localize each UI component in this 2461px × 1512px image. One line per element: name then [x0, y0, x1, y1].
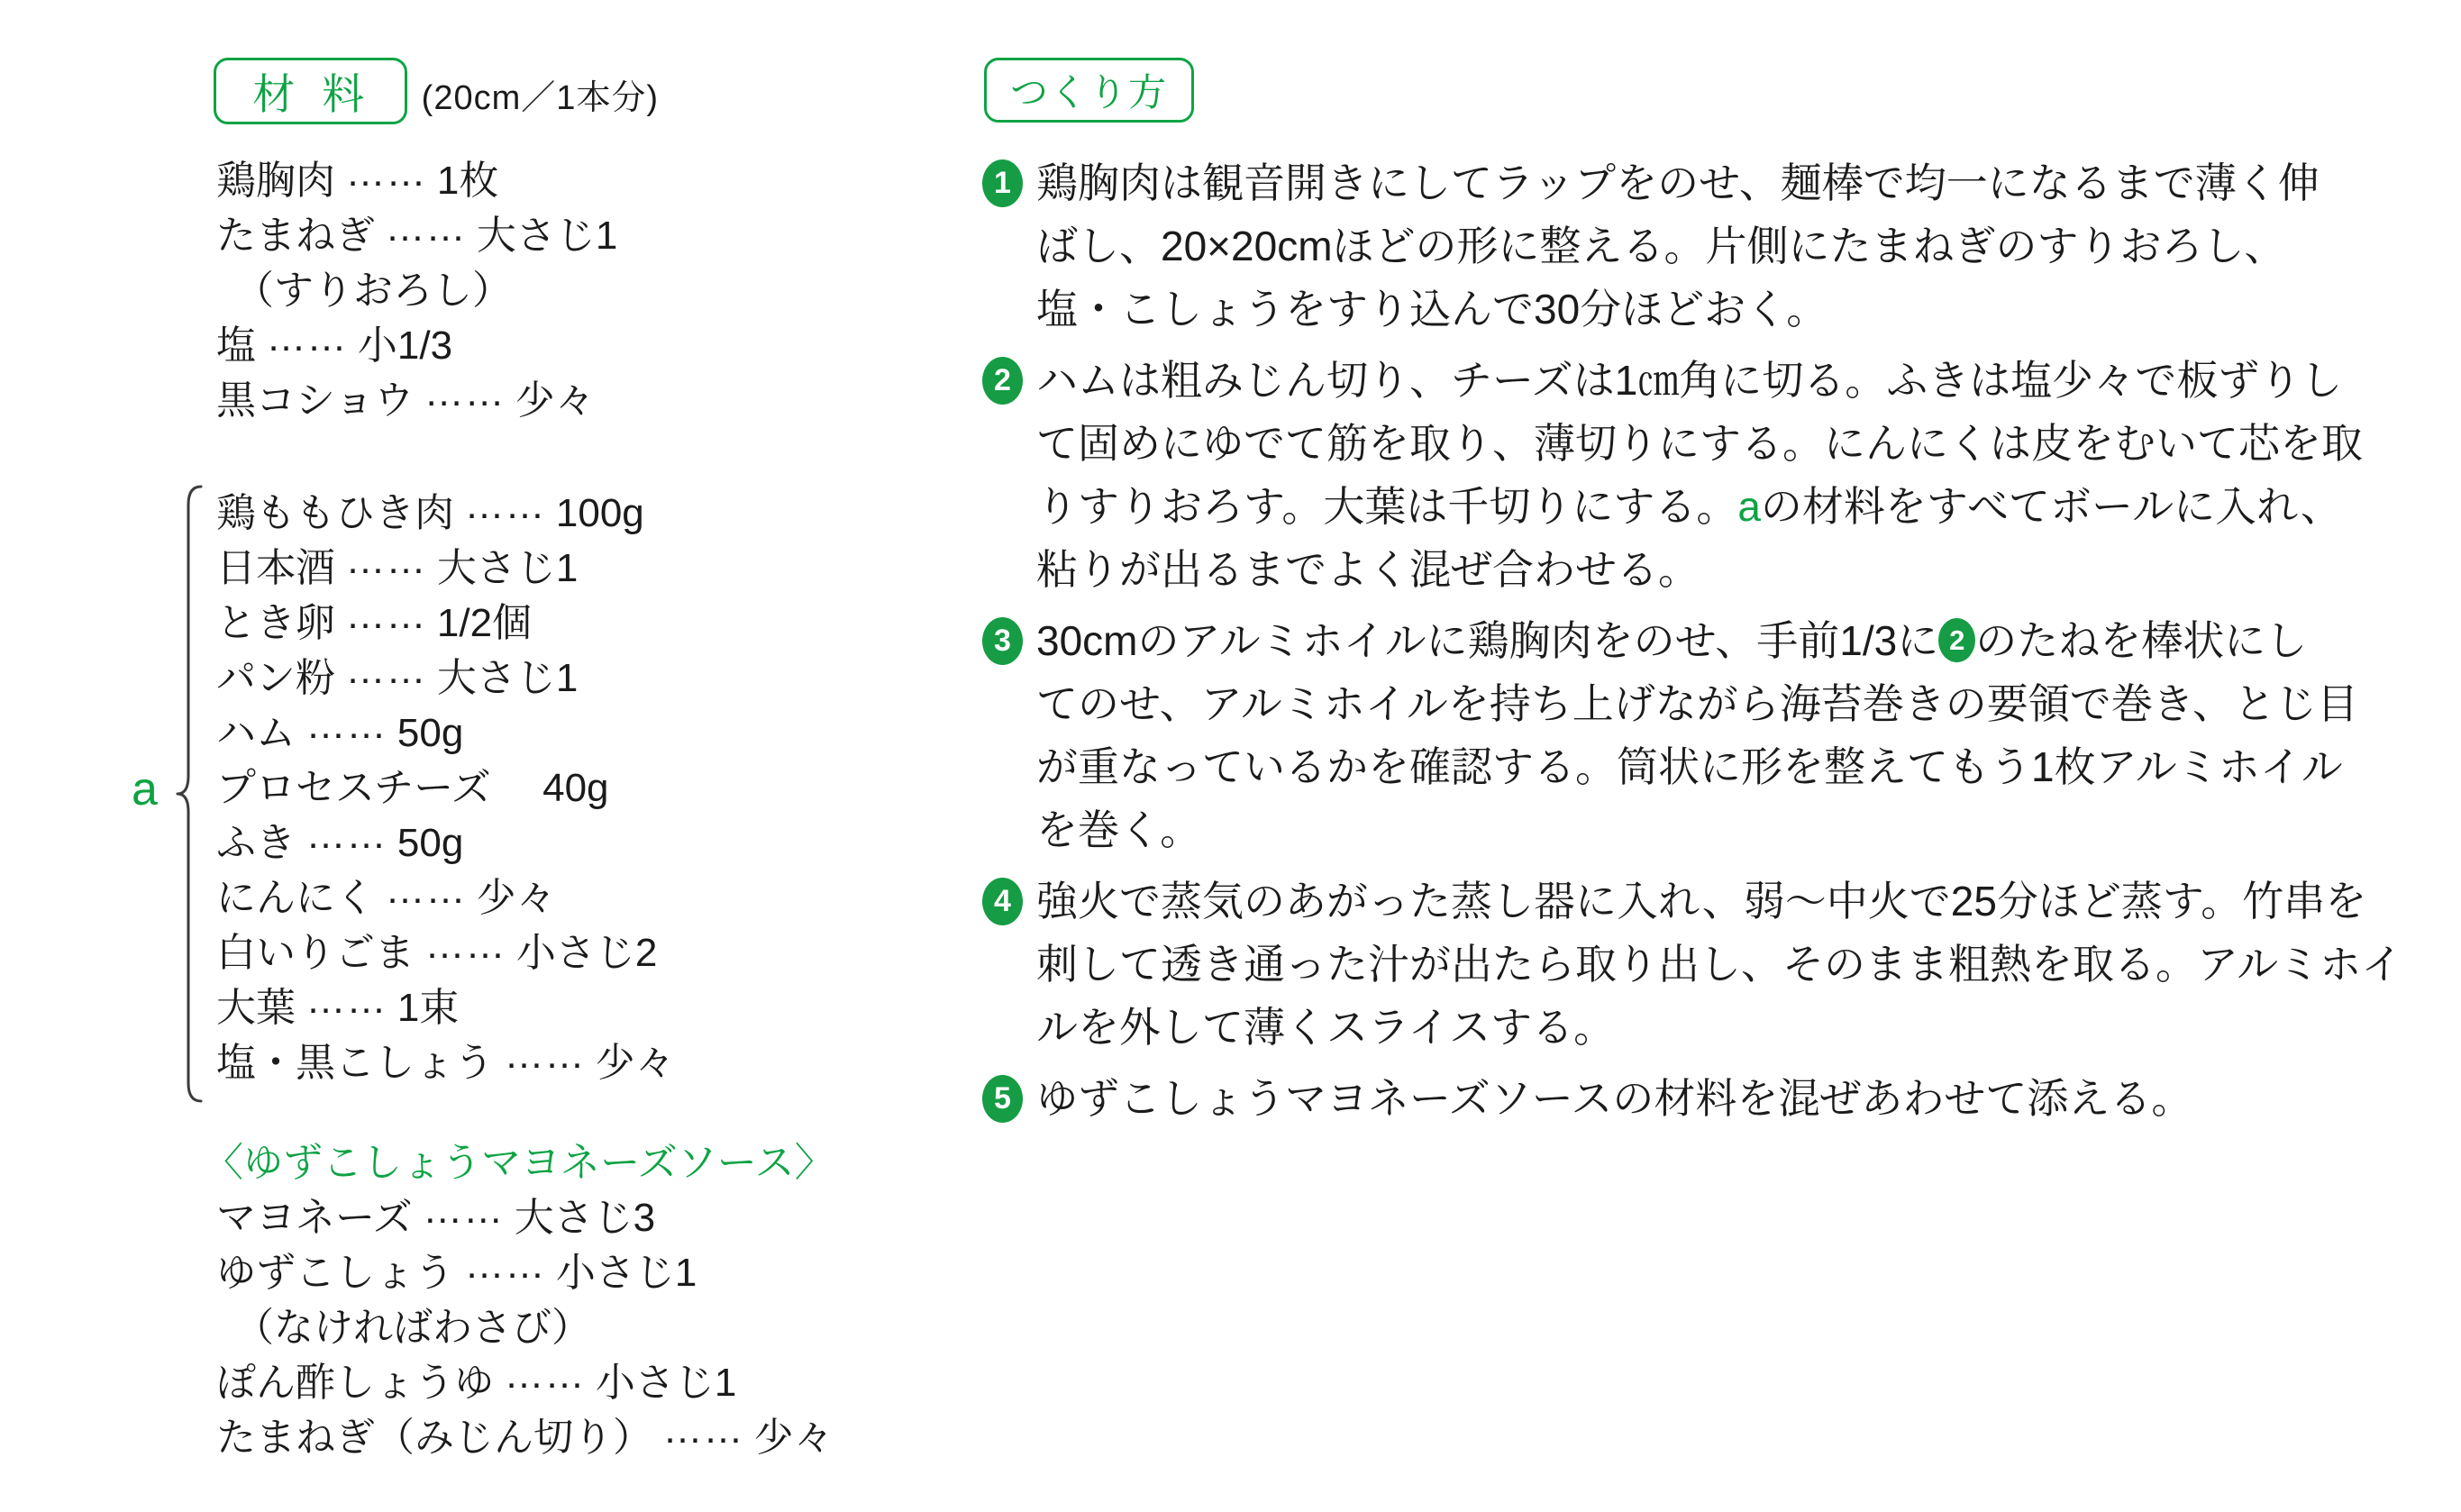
- ingredient-line: [216, 815, 675, 870]
- step-text: 塩・こしょうをすり込んで30分ほどおく。: [1036, 286, 1828, 332]
- step-number-badge: 3: [982, 617, 1023, 665]
- leader-dots: ……: [423, 1188, 505, 1233]
- ingredient-amount: 小さじ1: [595, 1361, 737, 1405]
- leader-dots: ……: [345, 150, 427, 196]
- ingredient-line: [216, 483, 675, 541]
- ingredient-amount: 小さじ2: [515, 931, 658, 975]
- ingredient-continuation: （なければわさび）: [234, 1306, 591, 1350]
- ingredient-amount: 大さじ1: [436, 546, 579, 590]
- ingredient-line: [216, 1355, 834, 1410]
- leader-dots: ……: [345, 593, 427, 638]
- step-text-line: [1036, 349, 2424, 412]
- step-text: のたねを棒状にし: [1975, 617, 2308, 664]
- step-text: 強火で蒸気のあがった蒸し器に入れ、弱〜中火で25分ほど蒸す。竹串を: [1036, 878, 2367, 925]
- ingredient-line: [216, 205, 618, 263]
- leader-dots: ……: [266, 315, 348, 360]
- ingredient-name: たまねぎ: [216, 214, 375, 258]
- step-text-line: [1036, 151, 2424, 214]
- ingredient-name: マヨネーズ: [216, 1196, 413, 1240]
- ingredient-name: 塩・黒こしょう: [216, 1041, 494, 1085]
- ingredient-amount: 50g: [396, 711, 464, 755]
- ingredients-header: [214, 58, 659, 124]
- step-text: 鶏胸肉は観音開きにしてラップをのせ、麺棒で均一になるまで薄く伸: [1036, 159, 2320, 206]
- leader-dots: ……: [504, 1033, 586, 1078]
- ingredient-amount: 小さじ1: [555, 1251, 697, 1295]
- leader-dots: ……: [464, 1243, 546, 1288]
- leader-dots: ……: [464, 483, 546, 528]
- ingredient-list-sauce: [216, 1190, 834, 1465]
- step-text: りすりおろす。大葉は千切りにする。: [1036, 483, 1738, 530]
- step-text: ルを外して薄くスライスする。: [1036, 1004, 1616, 1051]
- leader-dots: ……: [385, 868, 467, 913]
- ingredient-name: にんにく: [216, 876, 375, 920]
- leader-dots: ……: [385, 205, 467, 250]
- ingredient-name: 大葉: [216, 986, 296, 1030]
- step-ref-badge: 2: [1938, 618, 1975, 662]
- ingredient-line: [216, 593, 675, 651]
- directions-heading-box: [984, 58, 1194, 123]
- ingredients-heading-label: 材 料: [252, 69, 372, 118]
- directions-heading-label: つくり方: [1010, 71, 1168, 114]
- leader-dots: ……: [424, 923, 506, 968]
- ingredient-name: 塩: [216, 323, 256, 368]
- leader-dots: ……: [424, 370, 506, 415]
- step-text: 刺して透き通った汁が出たら取り出し、そのまま粗熱を取る。アルミホイ: [1036, 941, 2403, 988]
- ingredient-name: たまねぎ（みじん切り）: [216, 1416, 652, 1460]
- sauce-section: [204, 1135, 834, 1465]
- ingredient-amount: 大さじ3: [514, 1196, 656, 1240]
- ingredient-line: [216, 980, 675, 1035]
- ingredient-line: [216, 1190, 834, 1245]
- leader-dots: ……: [305, 813, 387, 858]
- ingredient-line: [216, 315, 617, 373]
- step-text: てのせ、アルミホイルを持ち上げながら海苔巻きの要領で巻き、とじ目: [1036, 680, 2358, 727]
- leader-dots: ……: [305, 978, 387, 1023]
- ingredient-line: [216, 1407, 834, 1465]
- directions-header: [984, 58, 1194, 123]
- ingredient-amount: 100g: [555, 491, 644, 535]
- ingredient-amount: 50g: [396, 821, 464, 865]
- step-number-badge: 4: [982, 878, 1023, 925]
- direction-step: [982, 609, 2424, 861]
- ingredient-amount: 1枚: [436, 159, 499, 203]
- step-text-line: [1036, 475, 2424, 538]
- ingredient-name: パン粉: [216, 656, 335, 700]
- ingredient-name: ぽん酢しょうゆ: [216, 1361, 494, 1405]
- step-text-line: [1036, 538, 2424, 601]
- step-text-line: [1036, 870, 2424, 933]
- ingredient-continuation: （すりおろし）: [234, 269, 512, 313]
- ingredient-line: [216, 538, 675, 596]
- step-text: ハムは粗みじん切り、チーズは1㎝角に切る。ふきは塩少々で板ずりし: [1036, 357, 2343, 404]
- ingredient-line: [216, 648, 675, 706]
- ingredient-amount: 大さじ1: [476, 214, 618, 258]
- ingredient-amount: 少々: [515, 378, 595, 423]
- ingredient-list-group-a: [216, 483, 675, 1090]
- ingredient-amount: 大さじ1: [436, 656, 579, 700]
- ingredient-name: 日本酒: [216, 546, 335, 590]
- step-text-line: [1036, 933, 2424, 996]
- ingredient-list-main: [216, 150, 618, 428]
- ingredient-line: [216, 1300, 834, 1355]
- leader-dots: ……: [345, 648, 427, 693]
- ingredients-heading-box: [214, 58, 407, 124]
- step-text-line: [1036, 996, 2424, 1059]
- step-text: を巻く。: [1036, 806, 1202, 853]
- ingredient-name: ハム: [216, 711, 296, 755]
- ingredient-line: [216, 150, 617, 208]
- step-text: の材料をすべてボールに入れ、: [1760, 483, 2342, 530]
- direction-step: [982, 349, 2424, 601]
- step-text: 粘りが出るまでよく混ぜ合わせる。: [1036, 546, 1700, 593]
- ingredient-name: 鶏ももひき肉: [216, 491, 454, 535]
- leader-dots: ……: [662, 1407, 744, 1453]
- step-text: て固めにゆでて筋を取り、薄切りにする。にんにくは皮をむいて芯を取: [1036, 420, 2363, 467]
- leader-dots: ……: [504, 1353, 586, 1398]
- leader-dots: ……: [305, 703, 387, 748]
- group-a-label: a: [132, 763, 158, 815]
- step-text: 30cmのアルミホイルに鶏胸肉をのせ、手前1/3に: [1036, 617, 1939, 664]
- step-text-line: [1036, 1067, 2424, 1130]
- ingredient-amount: 40g: [542, 766, 609, 810]
- step-number-badge: 2: [982, 357, 1023, 405]
- step-text: が重なっているかを確認する。筒状に形を整えてもう1枚アルミホイル: [1036, 743, 2343, 790]
- leader-dots: ……: [345, 538, 427, 583]
- ingredient-line: [216, 870, 675, 925]
- ingredient-line: [216, 761, 675, 815]
- direction-step: [982, 151, 2424, 341]
- directions-steps: [982, 151, 2424, 1138]
- ingredient-amount: 少々: [753, 1416, 834, 1460]
- ingredient-line: [216, 263, 617, 318]
- ingredient-line: [216, 1245, 834, 1300]
- step-text-line: [1036, 609, 2424, 672]
- direction-step: [982, 1067, 2424, 1130]
- ingredient-name: とき卵: [216, 601, 335, 645]
- ingredient-name: 鶏胸肉: [216, 159, 335, 203]
- ingredient-name: 黒コショウ: [216, 378, 415, 423]
- step-text-line: [1036, 278, 2424, 341]
- step-text-line: [1036, 412, 2424, 475]
- step-text-line: [1036, 735, 2424, 798]
- ingredient-amount: 1/2個: [436, 601, 533, 645]
- ingredient-amount: 1束: [396, 986, 460, 1030]
- ingredient-name: ゆずこしょう: [216, 1251, 454, 1295]
- step-text-line: [1036, 798, 2424, 861]
- step-text-line: [1036, 672, 2424, 735]
- direction-step: [982, 870, 2424, 1059]
- group-a-reference: a: [1737, 483, 1761, 530]
- ingredient-name: プロセスチーズ: [216, 766, 491, 810]
- step-number-badge: 1: [982, 159, 1023, 207]
- group-a-brace-icon: [175, 484, 204, 1104]
- ingredient-name: ふき: [216, 821, 296, 865]
- step-number-badge: 5: [982, 1075, 1023, 1123]
- ingredient-amount: 小1/3: [357, 323, 453, 368]
- sauce-title: 〈ゆずこしょうマヨネーズソース〉: [204, 1141, 834, 1185]
- step-text-line: [1036, 214, 2424, 278]
- ingredient-line: [216, 370, 617, 428]
- ingredient-amount: 少々: [595, 1041, 675, 1085]
- ingredient-line: [216, 703, 675, 761]
- ingredient-name: 白いりごま: [216, 931, 415, 975]
- ingredient-line: [216, 925, 675, 980]
- step-text: ばし、20×20cmほどの形に整える。片側にたまねぎのすりおろし、: [1036, 223, 2286, 269]
- ingredient-amount: 少々: [476, 876, 556, 920]
- ingredient-line: [216, 1035, 675, 1090]
- step-text: ゆずこしょうマヨネーズソースの材料を混ぜあわせて添える。: [1036, 1075, 2193, 1122]
- yield-note: (20cm／1本分): [421, 78, 660, 117]
